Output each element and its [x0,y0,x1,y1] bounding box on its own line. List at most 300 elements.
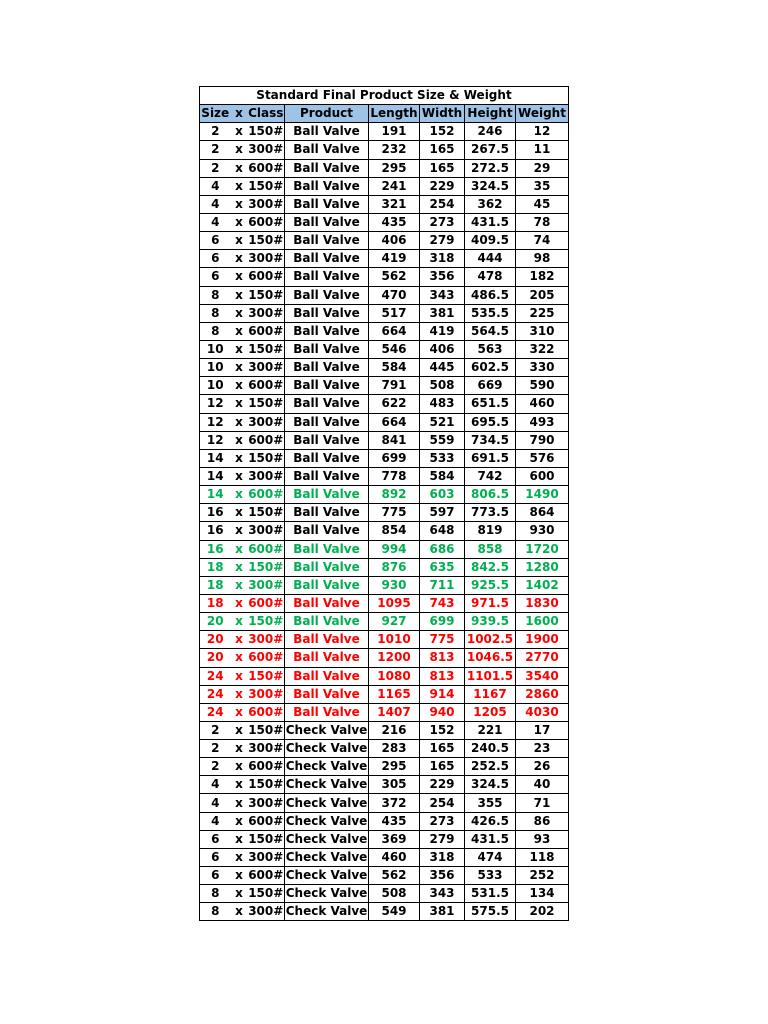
cell-weight: 23 [516,740,569,758]
cell-size: 16 [200,504,231,522]
cell-product: Ball Valve [285,431,369,449]
cell-weight: 205 [516,286,569,304]
cell-product: Ball Valve [285,576,369,594]
cell-size: 2 [200,721,231,739]
cell-size: 2 [200,123,231,141]
cell-height: 531.5 [465,885,516,903]
cell-length: 321 [369,195,420,213]
cell-x: x [231,413,248,431]
cell-width: 940 [420,703,465,721]
cell-weight: 17 [516,721,569,739]
cell-class: 600# [248,377,285,395]
cell-length: 216 [369,721,420,739]
cell-width: 279 [420,830,465,848]
table-row [200,486,569,504]
header-class: Class [248,105,285,123]
cell-class: 300# [248,141,285,159]
cell-size: 8 [200,885,231,903]
table-row [200,359,569,377]
cell-length: 295 [369,159,420,177]
cell-size: 12 [200,431,231,449]
cell-weight: 93 [516,830,569,848]
cell-class: 600# [248,867,285,885]
cell-length: 778 [369,467,420,485]
table-row [200,177,569,195]
cell-size: 10 [200,377,231,395]
cell-height: 819 [465,522,516,540]
cell-class: 150# [248,667,285,685]
cell-length: 295 [369,758,420,776]
cell-x: x [231,685,248,703]
cell-width: 381 [420,903,465,921]
cell-size: 2 [200,740,231,758]
cell-class: 150# [248,558,285,576]
cell-length: 775 [369,504,420,522]
cell-size: 24 [200,667,231,685]
cell-weight: 35 [516,177,569,195]
cell-class: 600# [248,486,285,504]
cell-size: 2 [200,141,231,159]
cell-height: 691.5 [465,449,516,467]
cell-class: 600# [248,431,285,449]
cell-class: 300# [248,848,285,866]
cell-width: 813 [420,649,465,667]
cell-product: Ball Valve [285,177,369,195]
cell-size: 4 [200,776,231,794]
cell-size: 14 [200,467,231,485]
cell-height: 1101.5 [465,667,516,685]
cell-weight: 252 [516,867,569,885]
cell-height: 734.5 [465,431,516,449]
header-height: Height [465,105,516,123]
table-row [200,540,569,558]
cell-x: x [231,540,248,558]
cell-length: 419 [369,250,420,268]
cell-product: Ball Valve [285,522,369,540]
cell-x: x [231,377,248,395]
cell-height: 324.5 [465,776,516,794]
cell-x: x [231,558,248,576]
cell-x: x [231,522,248,540]
cell-size: 2 [200,758,231,776]
cell-weight: 576 [516,449,569,467]
cell-height: 806.5 [465,486,516,504]
cell-class: 150# [248,449,285,467]
cell-width: 445 [420,359,465,377]
cell-width: 483 [420,395,465,413]
header-x: x [231,105,248,123]
cell-size: 16 [200,522,231,540]
cell-product: Ball Valve [285,413,369,431]
cell-height: 564.5 [465,322,516,340]
cell-class: 300# [248,631,285,649]
table-row [200,794,569,812]
cell-product: Ball Valve [285,685,369,703]
cell-weight: 4030 [516,703,569,721]
cell-size: 14 [200,486,231,504]
cell-height: 444 [465,250,516,268]
cell-x: x [231,631,248,649]
cell-length: 232 [369,141,420,159]
table-row [200,195,569,213]
cell-size: 8 [200,322,231,340]
cell-height: 669 [465,377,516,395]
cell-height: 695.5 [465,413,516,431]
cell-class: 600# [248,322,285,340]
table-row [200,649,569,667]
cell-length: 435 [369,213,420,231]
cell-class: 150# [248,613,285,631]
cell-weight: 26 [516,758,569,776]
cell-x: x [231,794,248,812]
cell-length: 1080 [369,667,420,685]
cell-weight: 1830 [516,594,569,612]
cell-size: 6 [200,867,231,885]
cell-height: 742 [465,467,516,485]
table-row [200,685,569,703]
header-row [200,105,569,123]
cell-class: 300# [248,359,285,377]
table-row [200,467,569,485]
cell-product: Ball Valve [285,467,369,485]
cell-class: 600# [248,703,285,721]
cell-product: Ball Valve [285,667,369,685]
cell-weight: 460 [516,395,569,413]
cell-product: Ball Valve [285,322,369,340]
cell-size: 14 [200,449,231,467]
cell-class: 600# [248,649,285,667]
cell-width: 229 [420,177,465,195]
cell-class: 300# [248,467,285,485]
cell-height: 842.5 [465,558,516,576]
table-row [200,848,569,866]
cell-size: 20 [200,631,231,649]
cell-weight: 590 [516,377,569,395]
cell-weight: 118 [516,848,569,866]
cell-size: 4 [200,213,231,231]
cell-width: 686 [420,540,465,558]
cell-width: 381 [420,304,465,322]
table-row [200,885,569,903]
cell-x: x [231,576,248,594]
cell-product: Ball Valve [285,613,369,631]
table-row [200,286,569,304]
cell-size: 18 [200,558,231,576]
cell-size: 18 [200,576,231,594]
cell-product: Ball Valve [285,159,369,177]
table-row [200,903,569,921]
cell-product: Ball Valve [285,631,369,649]
cell-x: x [231,359,248,377]
cell-product: Ball Valve [285,649,369,667]
cell-product: Ball Valve [285,340,369,358]
cell-length: 546 [369,340,420,358]
cell-length: 994 [369,540,420,558]
cell-weight: 322 [516,340,569,358]
cell-length: 841 [369,431,420,449]
cell-width: 533 [420,449,465,467]
cell-width: 597 [420,504,465,522]
cell-product: Ball Valve [285,540,369,558]
cell-height: 575.5 [465,903,516,921]
table-row [200,232,569,250]
cell-length: 1165 [369,685,420,703]
cell-height: 221 [465,721,516,739]
cell-weight: 12 [516,123,569,141]
cell-width: 914 [420,685,465,703]
cell-weight: 1720 [516,540,569,558]
table-row [200,812,569,830]
cell-length: 305 [369,776,420,794]
table-row [200,250,569,268]
cell-height: 324.5 [465,177,516,195]
cell-size: 6 [200,250,231,268]
cell-length: 1095 [369,594,420,612]
table-title: Standard Final Product Size & Weight [200,87,569,105]
cell-product: Check Valve [285,740,369,758]
cell-class: 300# [248,413,285,431]
cell-size: 12 [200,413,231,431]
cell-weight: 78 [516,213,569,231]
header-length: Length [369,105,420,123]
cell-length: 562 [369,867,420,885]
cell-product: Ball Valve [285,359,369,377]
cell-height: 1046.5 [465,649,516,667]
cell-product: Check Valve [285,721,369,739]
cell-class: 600# [248,159,285,177]
cell-height: 474 [465,848,516,866]
table-row [200,776,569,794]
cell-width: 318 [420,848,465,866]
cell-x: x [231,830,248,848]
table-row [200,213,569,231]
cell-width: 521 [420,413,465,431]
cell-x: x [231,141,248,159]
cell-height: 602.5 [465,359,516,377]
cell-width: 635 [420,558,465,576]
cell-size: 8 [200,304,231,322]
cell-width: 699 [420,613,465,631]
cell-product: Ball Valve [285,123,369,141]
cell-x: x [231,159,248,177]
cell-width: 406 [420,340,465,358]
cell-width: 279 [420,232,465,250]
table-row [200,395,569,413]
cell-x: x [231,776,248,794]
cell-weight: 71 [516,794,569,812]
cell-x: x [231,123,248,141]
cell-weight: 930 [516,522,569,540]
cell-width: 343 [420,286,465,304]
cell-length: 892 [369,486,420,504]
cell-class: 150# [248,776,285,794]
cell-width: 152 [420,721,465,739]
cell-size: 20 [200,613,231,631]
cell-x: x [231,395,248,413]
table-row [200,830,569,848]
table-row [200,340,569,358]
cell-length: 664 [369,413,420,431]
table-row [200,576,569,594]
cell-x: x [231,177,248,195]
cell-product: Check Valve [285,848,369,866]
cell-x: x [231,322,248,340]
cell-weight: 1900 [516,631,569,649]
cell-length: 1407 [369,703,420,721]
cell-class: 300# [248,740,285,758]
cell-height: 971.5 [465,594,516,612]
cell-product: Ball Valve [285,395,369,413]
cell-weight: 3540 [516,667,569,685]
table-row [200,304,569,322]
cell-width: 165 [420,159,465,177]
cell-length: 435 [369,812,420,830]
cell-size: 4 [200,177,231,195]
cell-width: 419 [420,322,465,340]
cell-width: 711 [420,576,465,594]
cell-x: x [231,268,248,286]
cell-class: 600# [248,540,285,558]
cell-length: 854 [369,522,420,540]
cell-length: 241 [369,177,420,195]
cell-class: 300# [248,195,285,213]
cell-height: 773.5 [465,504,516,522]
cell-class: 150# [248,286,285,304]
cell-width: 559 [420,431,465,449]
table-row [200,413,569,431]
cell-class: 300# [248,522,285,540]
cell-x: x [231,758,248,776]
cell-height: 563 [465,340,516,358]
cell-class: 300# [248,304,285,322]
cell-class: 150# [248,232,285,250]
cell-height: 409.5 [465,232,516,250]
cell-class: 150# [248,504,285,522]
cell-weight: 600 [516,467,569,485]
cell-width: 813 [420,667,465,685]
cell-weight: 2860 [516,685,569,703]
cell-size: 6 [200,232,231,250]
cell-weight: 225 [516,304,569,322]
cell-width: 648 [420,522,465,540]
table-row [200,667,569,685]
cell-length: 406 [369,232,420,250]
cell-height: 535.5 [465,304,516,322]
cell-weight: 2770 [516,649,569,667]
table-row [200,449,569,467]
cell-weight: 45 [516,195,569,213]
cell-length: 584 [369,359,420,377]
cell-product: Ball Valve [285,141,369,159]
cell-size: 4 [200,195,231,213]
cell-product: Ball Valve [285,304,369,322]
table-row [200,758,569,776]
cell-weight: 1490 [516,486,569,504]
cell-class: 150# [248,177,285,195]
cell-product: Check Valve [285,758,369,776]
cell-class: 300# [248,576,285,594]
cell-class: 150# [248,340,285,358]
cell-size: 24 [200,685,231,703]
cell-size: 16 [200,540,231,558]
table-row [200,504,569,522]
cell-length: 699 [369,449,420,467]
header-product: Product [285,105,369,123]
cell-size: 4 [200,794,231,812]
cell-length: 876 [369,558,420,576]
cell-product: Ball Valve [285,504,369,522]
cell-width: 273 [420,213,465,231]
cell-height: 431.5 [465,213,516,231]
cell-size: 6 [200,848,231,866]
table-body [200,123,569,921]
cell-x: x [231,232,248,250]
cell-weight: 493 [516,413,569,431]
cell-x: x [231,667,248,685]
cell-product: Check Valve [285,794,369,812]
cell-class: 600# [248,758,285,776]
cell-product: Ball Valve [285,594,369,612]
cell-size: 2 [200,159,231,177]
cell-height: 355 [465,794,516,812]
cell-length: 664 [369,322,420,340]
cell-length: 283 [369,740,420,758]
table-row [200,594,569,612]
cell-product: Ball Valve [285,558,369,576]
cell-length: 460 [369,848,420,866]
table-row [200,867,569,885]
cell-x: x [231,848,248,866]
cell-product: Ball Valve [285,213,369,231]
cell-height: 533 [465,867,516,885]
cell-weight: 330 [516,359,569,377]
cell-product: Check Valve [285,903,369,921]
cell-height: 478 [465,268,516,286]
cell-height: 267.5 [465,141,516,159]
cell-width: 584 [420,467,465,485]
cell-product: Check Valve [285,776,369,794]
cell-length: 1010 [369,631,420,649]
cell-height: 431.5 [465,830,516,848]
table-row [200,159,569,177]
cell-product: Ball Valve [285,286,369,304]
cell-length: 562 [369,268,420,286]
cell-width: 273 [420,812,465,830]
cell-weight: 202 [516,903,569,921]
table-row [200,558,569,576]
cell-product: Check Valve [285,885,369,903]
cell-weight: 864 [516,504,569,522]
table-row [200,740,569,758]
cell-x: x [231,594,248,612]
header-weight: Weight [516,105,569,123]
cell-width: 318 [420,250,465,268]
cell-product: Ball Valve [285,195,369,213]
cell-x: x [231,721,248,739]
cell-class: 150# [248,123,285,141]
cell-height: 362 [465,195,516,213]
cell-width: 356 [420,867,465,885]
cell-width: 603 [420,486,465,504]
cell-weight: 11 [516,141,569,159]
cell-x: x [231,250,248,268]
cell-x: x [231,812,248,830]
cell-weight: 1402 [516,576,569,594]
cell-height: 246 [465,123,516,141]
cell-class: 600# [248,812,285,830]
cell-height: 858 [465,540,516,558]
cell-weight: 790 [516,431,569,449]
